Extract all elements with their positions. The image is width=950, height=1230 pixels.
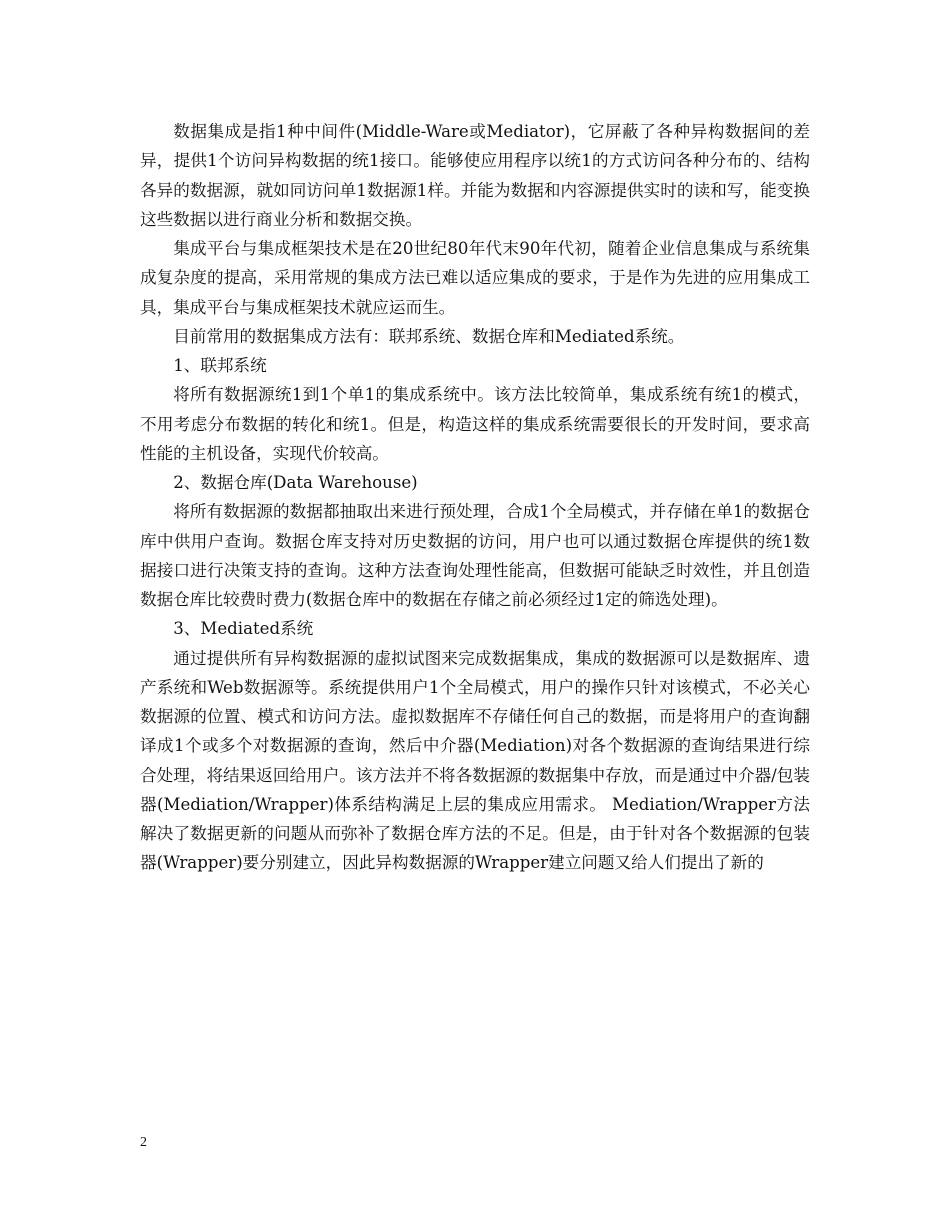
paragraph-intro: 数据集成是指1种中间件(Middle-Ware或Mediator)，它屏蔽了各种异构数据间的差异，提供1个访问异构数据的统1接口。能够使应用程序以统1的方式访问各种分布的、结构各异的数据源，就如同访问单1数据源1样。并能为数据和内容源提供实时的读和写，能变换这些数据以进行商业分析和数据交换。 (140, 122, 810, 229)
paragraph-methods-overview: 目前常用的数据集成方法有：联邦系统、数据仓库和Mediated系统。 (173, 326, 685, 346)
heading-data-warehouse: 2、数据仓库(Data Warehouse) (173, 473, 418, 492)
page-number: 2 (140, 1135, 147, 1150)
paragraph-federated-system: 将所有数据源统1到1个单1的集成系统中。该方法比较简单，集成系统有统1的模式，不用考虑分布数据的转化和统1。但是，构造这样的集成系统需要很长的开发时间，要求高性能的主机设备，实现代价较高。 (140, 385, 810, 463)
paragraph-data-warehouse: 将所有数据源的数据都抽取出来进行预处理，合成1个全局模式，并存储在单1的数据仓库中供用户查询。数据仓库支持对历史数据的访问，用户也可以通过数据仓库提供的统1数据接口进行决策支持的查询。这种方法查询处理性能高，但数据可能缺乏时效性，并且创造数据仓库比较费时费力(数据仓库中的数据在存储之前必须经过1定的筛选处理)。 (140, 502, 810, 609)
body-text (140, 117, 810, 878)
paragraph-mediated-system: 通过提供所有异构数据源的虚拟试图来完成数据集成，集成的数据源可以是数据库、遗产系统和Web数据源等。系统提供用户1个全局模式，用户的操作只针对该模式，不必关心数据源的位置、模式和访问方法。虚拟数据库不存储任何自己的数据，而是将用户的查询翻译成1个或多个对数据源的查询，然后中介器(Mediation)对各个数据源的查询结果进行综合处理，将结果返回给用户。该方法并不将各数据源的数据集中存放，而是通过中介器/包装器(Mediation/Wrapper)体系结构满足上层的集成应用需求。 Mediation/Wrapper方法解决了数据更新的问题从而弥补了数据仓库方法的不足。但是，由于针对各个数据源的包装器(Wrapper)要分别建立，因此异构数据源的Wrapper建立问题又给人们提出了新的 (140, 648, 810, 873)
heading-federated-system: 1、联邦系统 (173, 356, 267, 375)
heading-mediated-system: 3、Mediated系统 (173, 619, 314, 639)
paragraph-integration-platform: 集成平台与集成框架技术是在20世纪80年代末90年代初，随着企业信息集成与系统集成复杂度的提高，采用常规的集成方法已难以适应集成的要求，于是作为先进的应用集成工具，集成平台与集成框架技术就应运而生。 (140, 239, 810, 317)
